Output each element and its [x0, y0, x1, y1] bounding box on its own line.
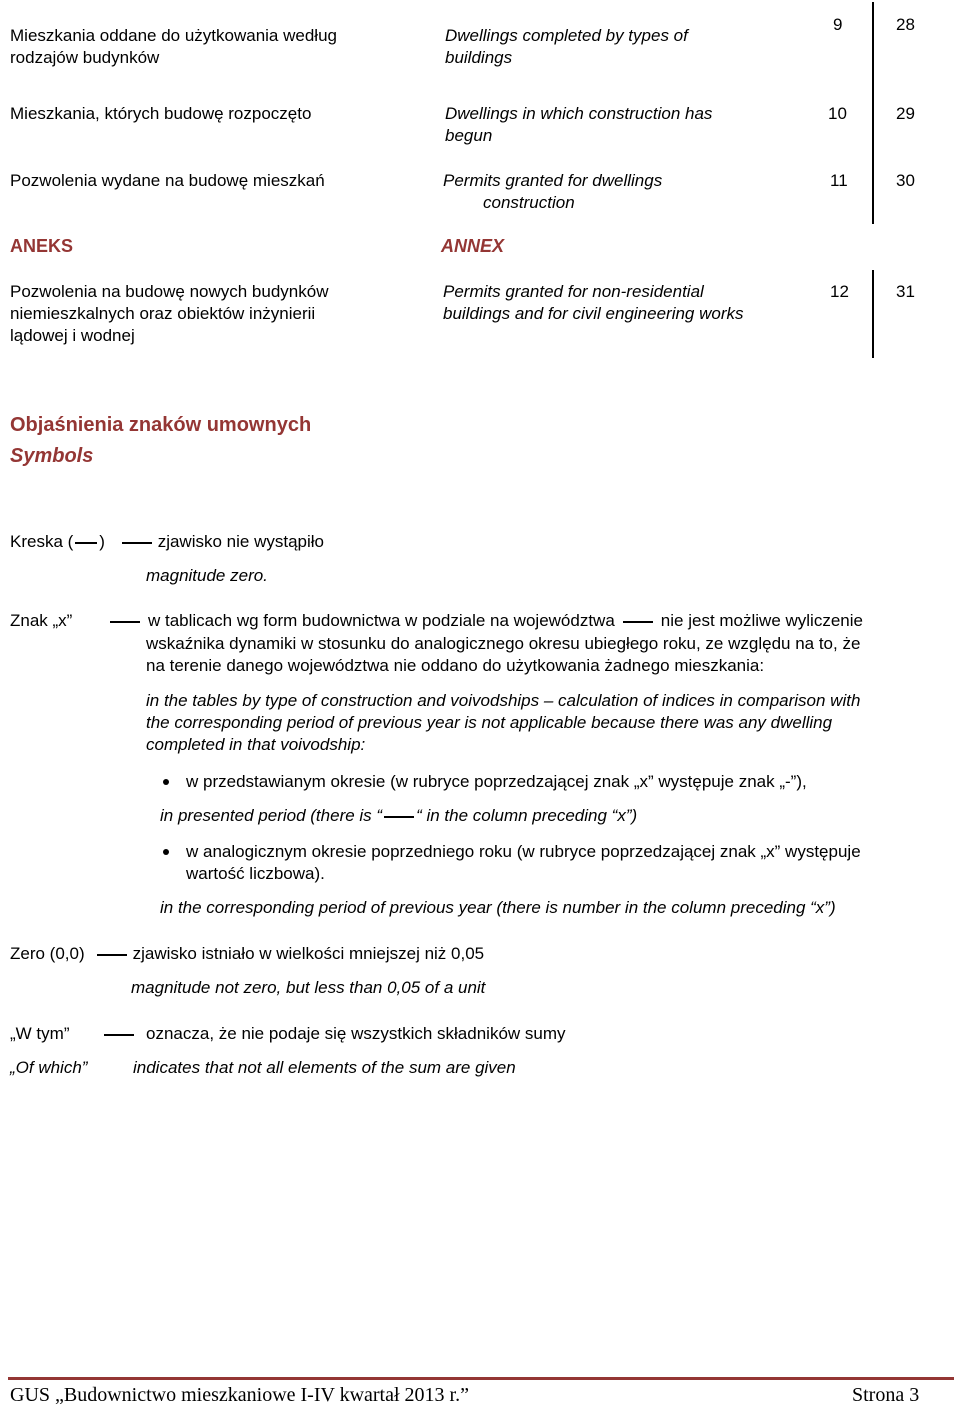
- footer-rule: [8, 1377, 954, 1380]
- kreska-entry: Kreska ( ) zjawisko nie wystąpiło: [10, 532, 324, 551]
- toc-row-3-page-b: 30: [896, 171, 915, 190]
- toc-column-divider-bottom: [872, 270, 874, 358]
- dash-separator: [623, 621, 653, 623]
- zero-entry: [10, 943, 484, 965]
- kreska-en: magnitude zero.: [146, 566, 268, 585]
- dash-separator: [122, 542, 152, 544]
- dash-symbol: [384, 816, 414, 818]
- footer-page-number: Strona 3: [852, 1384, 920, 1406]
- toc-row-1-page-a: 9: [833, 15, 843, 34]
- kreska-term: Kreska (: [10, 532, 74, 551]
- footer-publication: GUS „Budownictwo mieszkaniowe I-IV kwartał 2013 r.”: [10, 1384, 469, 1406]
- toc-row-2-page-b: 29: [896, 104, 915, 123]
- wtym-term: „W tym”: [10, 1024, 70, 1043]
- toc-row-2-page-a: 10: [828, 104, 847, 123]
- symbols-title-en: Symbols: [10, 445, 94, 467]
- toc-row-1-pl: Mieszkania oddane do użytkowania według rodzajów budynków: [10, 26, 337, 67]
- znak-pl-line-1: w tablicach wg form budownictwa w podziale na województwa nie jest możliwe wyliczenie: [110, 610, 863, 632]
- toc-row-3-pl: Pozwolenia wydane na budowę mieszkań: [10, 171, 325, 190]
- kreska-pl: zjawisko nie wystąpiło: [157, 532, 324, 551]
- dash-separator: [97, 954, 127, 956]
- annex-heading-pl: ANEKS: [10, 236, 74, 256]
- toc-row-4-page-b: 31: [896, 282, 915, 301]
- zero-term: Zero (0,0): [10, 944, 85, 963]
- toc-row-3-en: Permits granted for dwellings construction: [443, 171, 663, 212]
- wtym-en: indicates that not all elements of the sum are given: [133, 1058, 516, 1077]
- toc-row-4-page-a: 12: [830, 282, 849, 301]
- toc-row-2-en: Dwellings in which construction has begun: [445, 104, 713, 145]
- dash-separator: [104, 1034, 134, 1036]
- bullet-2-en: in the corresponding period of previous year (there is number in the column preceding “x”): [160, 898, 836, 917]
- toc-row-4-en: Permits granted for non-residential buildings and for civil engineering works: [443, 282, 744, 323]
- wtym-term-en: „Of which”: [10, 1058, 88, 1077]
- znak-pl-cont: wskaźnika dynamiki w stosunku do analogicznego okresu ubiegłego roku, ze względu na to, że na terenie danego województwa nie oddano do użytkowania żadnego mieszkania:: [146, 634, 861, 675]
- toc-row-4-pl: Pozwolenia na budowę nowych budynków niemieszkalnych oraz obiektów inżynierii lądowej i wodnej: [10, 282, 329, 345]
- toc-row-3-page-a: 11: [830, 171, 848, 190]
- bullet-2-pl: w analogicznym okresie poprzedniego roku (w rubryce poprzedzającej znak „x” występuje wartość liczbowa).: [186, 842, 861, 883]
- bullet-1-icon: [163, 779, 169, 785]
- zero-pl: zjawisko istniało w wielkości mniejszej niż 0,05: [132, 944, 485, 963]
- toc-row-2-pl: Mieszkania, których budowę rozpoczęto: [10, 104, 312, 123]
- toc-row-1-page-b: 28: [896, 15, 915, 34]
- dash-separator: [110, 621, 140, 623]
- wtym-pl: oznacza, że nie podaje się wszystkich składników sumy: [104, 1023, 566, 1045]
- dash-symbol: [75, 542, 97, 544]
- toc-row-1-en: Dwellings completed by types of buildings: [445, 26, 688, 67]
- znak-term: Znak „x”: [10, 611, 73, 630]
- bullet-1-en: in presented period (there is “ “ in the column preceding “x”): [160, 806, 638, 825]
- znak-en: in the tables by type of construction and voivodships – calculation of indices in comparison with the corresponding period of previous year is not applicable because there was any dwelling completed in that voivodship:: [146, 691, 861, 754]
- zero-en: magnitude not zero, but less than 0,05 of a unit: [131, 978, 486, 997]
- bullet-2-icon: [163, 849, 169, 855]
- annex-heading-en: ANNEX: [441, 236, 505, 256]
- symbols-title-pl: Objaśnienia znaków umownych: [10, 414, 312, 436]
- bullet-1-pl: w przedstawianym okresie (w rubryce poprzedzającej znak „x” występuje znak „-”),: [186, 772, 807, 791]
- toc-column-divider-top: [872, 2, 874, 224]
